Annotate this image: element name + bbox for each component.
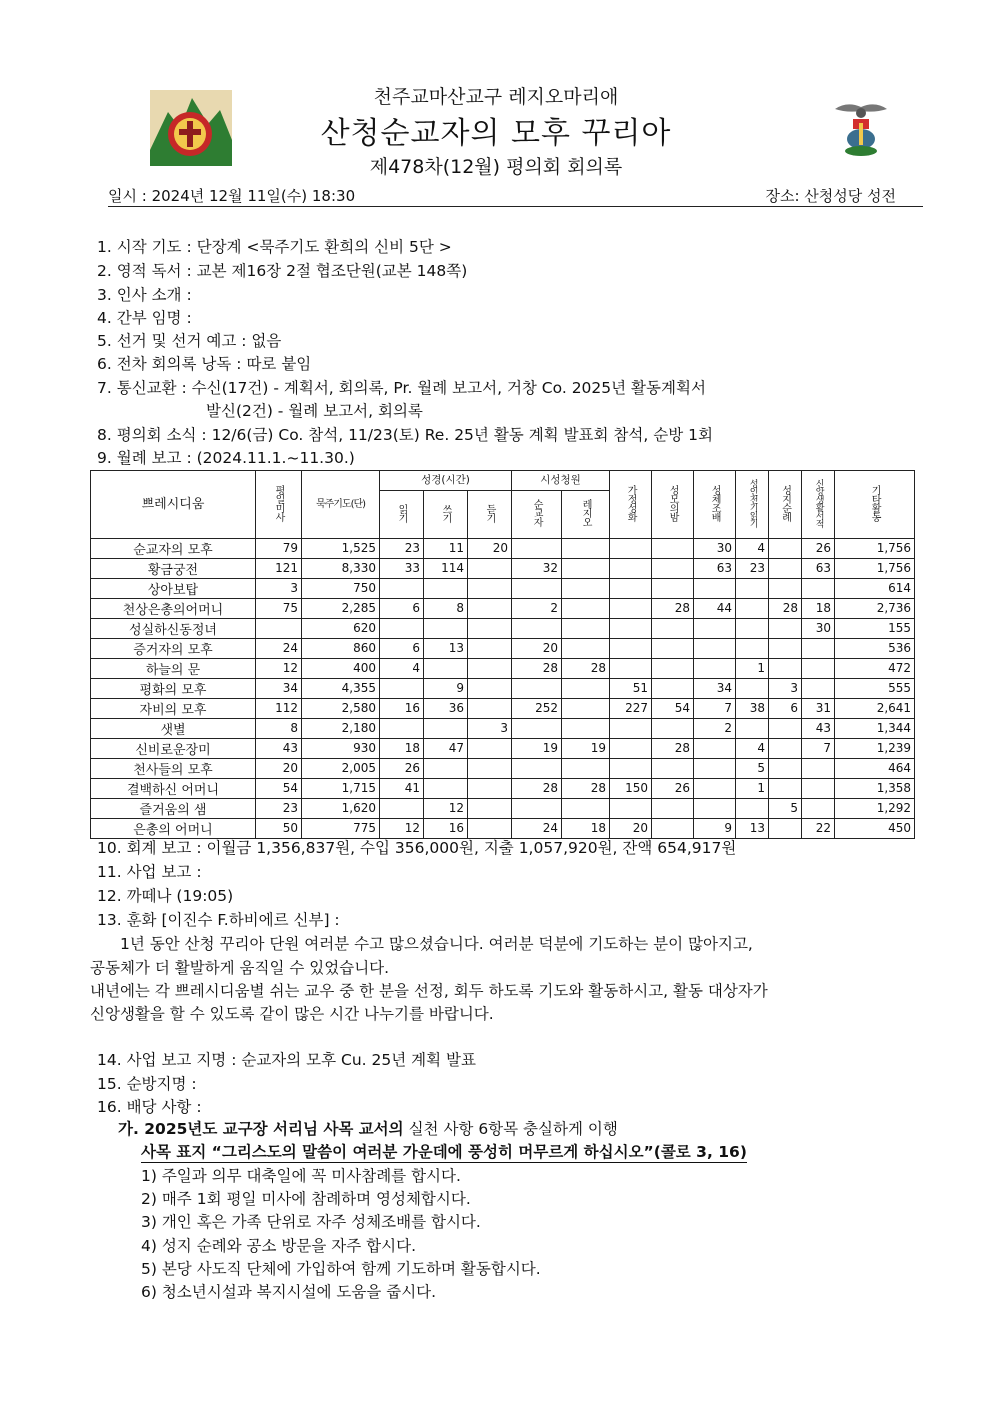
table-cell: 3 bbox=[769, 678, 802, 698]
table-cell: 750 bbox=[302, 578, 380, 598]
table-cell: 36 bbox=[424, 698, 468, 718]
practice-item: 6) 청소년시설과 복지시설에 도움을 줍시다. bbox=[141, 1283, 437, 1301]
table-cell: 31 bbox=[802, 698, 835, 718]
table-cell bbox=[562, 718, 610, 738]
table-cell bbox=[610, 798, 652, 818]
table-cell: 54 bbox=[256, 778, 302, 798]
table-cell bbox=[610, 578, 652, 598]
table-cell bbox=[736, 578, 769, 598]
table-cell bbox=[512, 718, 562, 738]
table-cell bbox=[562, 638, 610, 658]
table-cell: 860 bbox=[302, 638, 380, 658]
table-cell: 6 bbox=[769, 698, 802, 718]
presidium-name: 결백하신 어머니 bbox=[91, 778, 256, 798]
col-header-soul: 성모의밤 bbox=[652, 471, 694, 539]
practice-item: 3) 개인 혹은 가족 단위로 자주 성체조배를 합시다. bbox=[141, 1213, 481, 1231]
presidium-name: 순교자의 모후 bbox=[91, 538, 256, 558]
table-cell bbox=[694, 778, 736, 798]
col-header-saints: 성인전기읽기 bbox=[736, 471, 769, 539]
table-cell bbox=[380, 718, 424, 738]
table-cell bbox=[562, 598, 610, 618]
table-cell bbox=[769, 778, 802, 798]
table-cell bbox=[256, 618, 302, 638]
table-cell bbox=[694, 658, 736, 678]
table-cell bbox=[769, 558, 802, 578]
table-cell: 1,358 bbox=[835, 778, 915, 798]
table-cell: 4,355 bbox=[302, 678, 380, 698]
report-item: 12. 까떼나 (19:05) bbox=[97, 887, 234, 905]
table-cell bbox=[468, 578, 512, 598]
col-header-faith: 신앙생활서적 bbox=[802, 471, 835, 539]
table-cell bbox=[380, 618, 424, 638]
table-cell bbox=[468, 658, 512, 678]
table-cell: 30 bbox=[694, 538, 736, 558]
table-cell bbox=[610, 598, 652, 618]
report-item: 11. 사업 보고 : bbox=[97, 863, 202, 881]
report-item: 14. 사업 보고 지명 : 순교자의 모후 Cu. 25년 계획 발표 bbox=[97, 1051, 476, 1069]
header-subtitle: 천주교마산교구 레지오마리애 bbox=[373, 86, 619, 108]
table-cell bbox=[424, 578, 468, 598]
agenda-item: 4. 간부 임명 : bbox=[97, 309, 192, 327]
table-cell: 112 bbox=[256, 698, 302, 718]
table-cell: 121 bbox=[256, 558, 302, 578]
table-row bbox=[91, 698, 915, 718]
table-cell bbox=[802, 758, 835, 778]
monthly-report-table bbox=[90, 470, 915, 839]
table-row bbox=[91, 798, 915, 818]
table-cell: 43 bbox=[802, 718, 835, 738]
table-row bbox=[91, 618, 915, 638]
table-cell: 26 bbox=[802, 538, 835, 558]
table-cell: 51 bbox=[610, 678, 652, 698]
col-header-visit: 시성청원 bbox=[512, 471, 610, 491]
table-cell bbox=[769, 738, 802, 758]
table-cell: 12 bbox=[380, 818, 424, 838]
table-cell bbox=[694, 578, 736, 598]
table-cell bbox=[694, 738, 736, 758]
table-cell: 28 bbox=[652, 738, 694, 758]
table-cell bbox=[736, 598, 769, 618]
table-cell: 20 bbox=[256, 758, 302, 778]
table-cell: 930 bbox=[302, 738, 380, 758]
table-cell: 26 bbox=[380, 758, 424, 778]
presidium-name: 신비로운장미 bbox=[91, 738, 256, 758]
table-cell: 1 bbox=[736, 658, 769, 678]
agenda-item: 2. 영적 독서 : 교본 제16장 2절 협조단원(교본 148쪽) bbox=[97, 262, 468, 280]
table-cell: 400 bbox=[302, 658, 380, 678]
table-cell bbox=[652, 798, 694, 818]
table-cell: 620 bbox=[302, 618, 380, 638]
table-cell bbox=[468, 618, 512, 638]
table-cell bbox=[424, 778, 468, 798]
table-cell bbox=[468, 698, 512, 718]
table-cell bbox=[652, 538, 694, 558]
table-cell: 536 bbox=[835, 638, 915, 658]
table-cell bbox=[736, 618, 769, 638]
table-cell bbox=[512, 538, 562, 558]
table-cell bbox=[512, 798, 562, 818]
agenda-item: 5. 선거 및 선거 예고 : 없음 bbox=[97, 332, 282, 350]
presidium-name: 황금궁전 bbox=[91, 558, 256, 578]
table-cell: 63 bbox=[694, 558, 736, 578]
report-item: 13. 훈화 [이진수 F.하비에르 신부] : bbox=[97, 911, 340, 929]
table-cell: 16 bbox=[380, 698, 424, 718]
table-cell: 19 bbox=[562, 738, 610, 758]
table-cell bbox=[424, 658, 468, 678]
col-header-regio: 레지오 bbox=[562, 490, 610, 538]
table-cell: 2 bbox=[694, 718, 736, 738]
table-row bbox=[91, 758, 915, 778]
table-cell: 24 bbox=[256, 638, 302, 658]
report-item: 15. 순방지명 : bbox=[97, 1075, 197, 1093]
table-cell bbox=[610, 538, 652, 558]
table-cell: 8 bbox=[424, 598, 468, 618]
table-cell: 75 bbox=[256, 598, 302, 618]
table-cell bbox=[769, 618, 802, 638]
table-cell: 18 bbox=[802, 598, 835, 618]
table-cell: 472 bbox=[835, 658, 915, 678]
table-cell: 775 bbox=[302, 818, 380, 838]
table-cell: 2,180 bbox=[302, 718, 380, 738]
table-cell: 150 bbox=[610, 778, 652, 798]
table-cell: 5 bbox=[769, 798, 802, 818]
presidium-name: 천상은총의어머니 bbox=[91, 598, 256, 618]
col-header-family: 가정성화 bbox=[610, 471, 652, 539]
table-cell: 11 bbox=[424, 538, 468, 558]
table-cell bbox=[380, 678, 424, 698]
col-header-communion: 성체조배 bbox=[694, 471, 736, 539]
table-cell bbox=[562, 758, 610, 778]
presidium-name: 은총의 어머니 bbox=[91, 818, 256, 838]
table-cell: 7 bbox=[802, 738, 835, 758]
table-cell: 43 bbox=[256, 738, 302, 758]
table-cell bbox=[802, 638, 835, 658]
table-cell: 12 bbox=[256, 658, 302, 678]
agenda-item: 3. 인사 소개 : bbox=[97, 286, 192, 304]
table-cell: 16 bbox=[424, 818, 468, 838]
homily-line: 공동체가 더 활발하게 움직일 수 있었습니다. bbox=[90, 959, 390, 977]
table-cell: 155 bbox=[835, 618, 915, 638]
agenda-item: 9. 월례 보고 : (2024.11.1.~11.30.) bbox=[97, 449, 355, 467]
table-cell: 28 bbox=[562, 658, 610, 678]
table-cell bbox=[652, 678, 694, 698]
meeting-date: 일시 : 2024년 12월 11일(수) 18:30 bbox=[108, 187, 356, 205]
table-cell: 34 bbox=[256, 678, 302, 698]
table-cell bbox=[769, 818, 802, 838]
presidium-name: 하늘의 문 bbox=[91, 658, 256, 678]
practice-item: 5) 본당 사도직 단체에 가입하여 함께 기도하며 활동합시다. bbox=[141, 1260, 541, 1278]
table-cell bbox=[694, 618, 736, 638]
table-cell bbox=[562, 618, 610, 638]
table-cell: 28 bbox=[652, 598, 694, 618]
table-cell bbox=[802, 798, 835, 818]
table-cell bbox=[512, 678, 562, 698]
table-cell: 6 bbox=[380, 598, 424, 618]
agenda-item: 6. 전차 회의록 낭독 : 따로 붙임 bbox=[97, 355, 312, 373]
table-cell bbox=[468, 758, 512, 778]
table-cell: 3 bbox=[468, 718, 512, 738]
table-cell: 1,620 bbox=[302, 798, 380, 818]
practice-item: 1) 주일과 의무 대축일에 꼭 미사참례를 합시다. bbox=[141, 1167, 461, 1185]
table-row bbox=[91, 578, 915, 598]
table-cell: 47 bbox=[424, 738, 468, 758]
table-cell: 28 bbox=[562, 778, 610, 798]
report-item: 16. 배당 사항 : bbox=[97, 1098, 202, 1116]
table-cell: 22 bbox=[802, 818, 835, 838]
table-cell: 2,736 bbox=[835, 598, 915, 618]
table-cell bbox=[610, 718, 652, 738]
meeting-title: 제478차(12월) 평의회 회의록 bbox=[369, 156, 623, 178]
table-cell bbox=[562, 678, 610, 698]
table-cell bbox=[652, 578, 694, 598]
table-cell: 18 bbox=[562, 818, 610, 838]
report-item: 10. 회계 보고 : 이월금 1,356,837원, 수입 356,000원, 지출 1,057,920원, 잔액 654,917원 bbox=[97, 839, 737, 857]
table-cell: 28 bbox=[512, 658, 562, 678]
table-cell bbox=[769, 578, 802, 598]
table-cell bbox=[769, 658, 802, 678]
table-cell: 23 bbox=[736, 558, 769, 578]
table-cell: 18 bbox=[380, 738, 424, 758]
table-cell bbox=[380, 798, 424, 818]
homily-line: 신앙생활을 할 수 있도록 같이 많은 시간 나누기를 바랍니다. bbox=[90, 1005, 494, 1023]
table-cell: 20 bbox=[468, 538, 512, 558]
assignment-ga-rest: 실천 사항 6항목 충실하게 이행 bbox=[403, 1120, 618, 1138]
table-cell: 26 bbox=[652, 778, 694, 798]
col-header-bible: 성경(시간) bbox=[380, 471, 512, 491]
assignment-ga-bold: 가. 2025년도 교구장 서리님 사목 교서의 bbox=[118, 1120, 404, 1138]
table-cell bbox=[512, 758, 562, 778]
table-cell: 9 bbox=[424, 678, 468, 698]
table-row bbox=[91, 558, 915, 578]
table-cell: 3 bbox=[256, 578, 302, 598]
table-cell bbox=[512, 618, 562, 638]
table-row bbox=[91, 778, 915, 798]
meeting-place: 장소: 산청성당 성전 bbox=[765, 187, 896, 205]
col-header-other: 기타활동 bbox=[835, 471, 915, 539]
document-title: 산청순교자의 모후 꾸리아 bbox=[320, 116, 672, 151]
table-cell bbox=[424, 718, 468, 738]
table-cell: 33 bbox=[380, 558, 424, 578]
table-cell: 7 bbox=[694, 698, 736, 718]
agenda-item: 8. 평의회 소식 : 12/6(금) Co. 참석, 11/23(토) Re. 25년 활동 계획 발표회 참석, 순방 1회 bbox=[97, 426, 713, 444]
table-cell: 24 bbox=[512, 818, 562, 838]
table-row bbox=[91, 638, 915, 658]
table-cell: 252 bbox=[512, 698, 562, 718]
table-cell: 464 bbox=[835, 758, 915, 778]
table-row bbox=[91, 718, 915, 738]
table-cell: 23 bbox=[256, 798, 302, 818]
table-cell: 4 bbox=[380, 658, 424, 678]
table-cell bbox=[610, 638, 652, 658]
table-cell bbox=[652, 558, 694, 578]
table-cell bbox=[802, 778, 835, 798]
table-cell bbox=[769, 718, 802, 738]
table-cell: 6 bbox=[380, 638, 424, 658]
table-cell: 2,641 bbox=[835, 698, 915, 718]
table-cell bbox=[694, 798, 736, 818]
table-cell: 38 bbox=[736, 698, 769, 718]
table-cell: 1,525 bbox=[302, 538, 380, 558]
table-cell: 41 bbox=[380, 778, 424, 798]
table-cell: 5 bbox=[736, 758, 769, 778]
table-row bbox=[91, 538, 915, 558]
table-cell: 13 bbox=[424, 638, 468, 658]
table-cell bbox=[736, 798, 769, 818]
practice-item: 2) 매주 1회 평일 미사에 참례하며 영성체합시다. bbox=[141, 1190, 471, 1208]
table-cell bbox=[512, 578, 562, 598]
col-header-listen: 듣기 bbox=[468, 490, 512, 538]
table-cell bbox=[610, 558, 652, 578]
table-cell bbox=[468, 558, 512, 578]
table-cell: 114 bbox=[424, 558, 468, 578]
table-cell bbox=[694, 758, 736, 778]
agenda-item-continued: 발신(2건) - 월례 보고서, 회의록 bbox=[206, 402, 423, 420]
presidium-name: 즐거움의 샘 bbox=[91, 798, 256, 818]
table-cell bbox=[610, 738, 652, 758]
table-cell bbox=[769, 758, 802, 778]
table-cell: 28 bbox=[512, 778, 562, 798]
table-cell bbox=[802, 578, 835, 598]
table-cell: 614 bbox=[835, 578, 915, 598]
presidium-name: 증거자의 모후 bbox=[91, 638, 256, 658]
table-cell: 4 bbox=[736, 738, 769, 758]
presidium-name: 평화의 모후 bbox=[91, 678, 256, 698]
table-cell: 44 bbox=[694, 598, 736, 618]
table-cell: 2 bbox=[512, 598, 562, 618]
table-cell bbox=[769, 638, 802, 658]
table-cell bbox=[380, 578, 424, 598]
col-header-holy: 성지순례 bbox=[769, 471, 802, 539]
table-row bbox=[91, 678, 915, 698]
table-cell bbox=[468, 638, 512, 658]
table-cell bbox=[652, 718, 694, 738]
table-cell: 23 bbox=[380, 538, 424, 558]
table-cell: 1,292 bbox=[835, 798, 915, 818]
table-cell: 20 bbox=[512, 638, 562, 658]
table-cell bbox=[562, 558, 610, 578]
table-cell bbox=[562, 578, 610, 598]
table-cell: 34 bbox=[694, 678, 736, 698]
table-cell: 2,005 bbox=[302, 758, 380, 778]
table-cell bbox=[610, 618, 652, 638]
presidium-name: 성실하신동정녀 bbox=[91, 618, 256, 638]
table-cell bbox=[610, 758, 652, 778]
table-cell bbox=[468, 738, 512, 758]
table-cell bbox=[736, 638, 769, 658]
col-header-mass: 평일미사 bbox=[256, 471, 302, 539]
table-cell bbox=[468, 798, 512, 818]
table-cell bbox=[694, 638, 736, 658]
table-row bbox=[91, 738, 915, 758]
table-cell bbox=[736, 678, 769, 698]
table-cell: 1,756 bbox=[835, 558, 915, 578]
practice-item: 4) 성지 순례와 공소 방문을 자주 합시다. bbox=[141, 1237, 416, 1255]
table-cell bbox=[424, 758, 468, 778]
table-cell: 2,580 bbox=[302, 698, 380, 718]
table-cell bbox=[652, 658, 694, 678]
table-cell: 227 bbox=[610, 698, 652, 718]
table-cell: 8 bbox=[256, 718, 302, 738]
table-cell: 79 bbox=[256, 538, 302, 558]
col-header-rosary: 묵주기도(단) bbox=[302, 471, 380, 539]
table-cell: 63 bbox=[802, 558, 835, 578]
table-cell: 13 bbox=[736, 818, 769, 838]
homily-line: 1년 동안 산청 꾸리아 단원 여러분 수고 많으셨습니다. 여러분 덕분에 기도하는 분이 많아지고, bbox=[120, 935, 753, 953]
date-place-line bbox=[108, 184, 923, 207]
table-cell bbox=[468, 598, 512, 618]
table-cell: 9 bbox=[694, 818, 736, 838]
table-cell: 32 bbox=[512, 558, 562, 578]
table-cell bbox=[562, 698, 610, 718]
table-cell: 28 bbox=[769, 598, 802, 618]
table-cell bbox=[562, 538, 610, 558]
table-cell: 20 bbox=[610, 818, 652, 838]
assignment-ga bbox=[118, 1117, 618, 1139]
table-cell bbox=[610, 658, 652, 678]
table-cell: 2,285 bbox=[302, 598, 380, 618]
table-cell: 30 bbox=[802, 618, 835, 638]
col-header-write: 쓰기 bbox=[424, 490, 468, 538]
table-cell: 50 bbox=[256, 818, 302, 838]
homily-line: 내년에는 각 쁘레시디움별 쉬는 교우 중 한 분을 선정, 회두 하도록 기도와 활동하시고, 활동 대상자가 bbox=[90, 982, 768, 1000]
presidium-name: 상아보탑 bbox=[91, 578, 256, 598]
pastoral-motto bbox=[141, 1140, 747, 1163]
presidium-name: 샛별 bbox=[91, 718, 256, 738]
table-cell bbox=[736, 718, 769, 738]
agenda-item: 7. 통신교환 : 수신(17건) - 계획서, 회의록, Pr. 월례 보고서, 거창 Co. 2025년 활동계획서 bbox=[97, 379, 706, 397]
table-cell bbox=[424, 618, 468, 638]
table-cell: 1 bbox=[736, 778, 769, 798]
table-cell bbox=[652, 758, 694, 778]
col-header-martyr: 순교자 bbox=[512, 490, 562, 538]
pastoral-motto-bold: 사목 표지 “그리스도의 말씀이 여러분 가운데에 풍성히 머무르게 하십시오” bbox=[141, 1143, 654, 1161]
pastoral-motto-ref: (콜로 3, 16) bbox=[653, 1143, 747, 1161]
table-cell bbox=[652, 638, 694, 658]
table-cell bbox=[468, 678, 512, 698]
table-cell bbox=[652, 618, 694, 638]
table-cell: 1,344 bbox=[835, 718, 915, 738]
table-cell: 450 bbox=[835, 818, 915, 838]
presidium-name: 자비의 모후 bbox=[91, 698, 256, 718]
table-cell: 19 bbox=[512, 738, 562, 758]
table-cell: 1,756 bbox=[835, 538, 915, 558]
agenda-item: 1. 시작 기도 : 단장계 <묵주기도 환희의 신비 5단 > bbox=[97, 238, 452, 256]
table-row bbox=[91, 658, 915, 678]
table-cell bbox=[802, 658, 835, 678]
table-cell: 1,715 bbox=[302, 778, 380, 798]
table-cell: 12 bbox=[424, 798, 468, 818]
col-header-read: 읽기 bbox=[380, 490, 424, 538]
table-cell: 54 bbox=[652, 698, 694, 718]
table-cell: 8,330 bbox=[302, 558, 380, 578]
table-cell: 1,239 bbox=[835, 738, 915, 758]
table-cell bbox=[802, 678, 835, 698]
table-cell: 555 bbox=[835, 678, 915, 698]
presidium-name: 천사들의 모후 bbox=[91, 758, 256, 778]
table-cell bbox=[468, 778, 512, 798]
table-row bbox=[91, 598, 915, 618]
col-header-name: 쁘레시디움 bbox=[91, 471, 256, 539]
table-cell bbox=[769, 538, 802, 558]
table-cell bbox=[562, 798, 610, 818]
table-cell: 4 bbox=[736, 538, 769, 558]
